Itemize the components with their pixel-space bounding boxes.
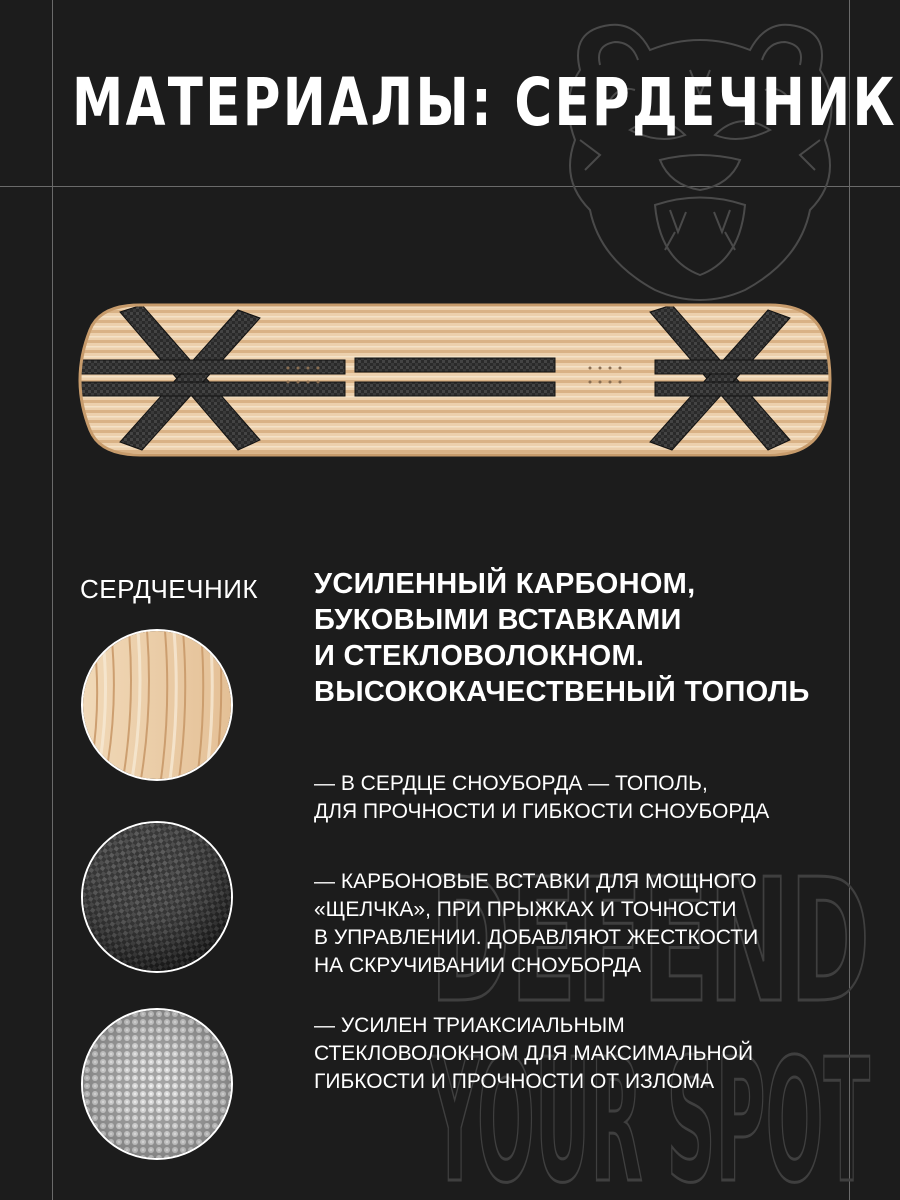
fiberglass-description [314,1012,874,1096]
section-label: СЕРДЧЕЧНИК [80,574,259,604]
snowboard-image [70,300,840,460]
carbon-description [314,868,874,980]
headline [314,566,874,710]
fiberglass-swatch [81,1008,233,1160]
carbon-swatch [81,821,233,973]
description-line: СТЕКЛОВОЛОКНОМ ДЛЯ МАКСИМАЛЬНОЙ [314,1042,754,1065]
svg-text:YOUR SPOT: YOUR SPOT [429,1023,871,1200]
description-line: НА СКРУЧИВАНИИ СНОУБОРДА [314,954,642,977]
poplar-swatch [81,629,233,781]
poplar-description [314,770,874,826]
page-title: МАТЕРИАЛЫ: СЕРДЕЧНИК [72,64,897,141]
headline-line: УСИЛЕННЫЙ КАРБОНОМ, [314,568,696,600]
description-line: ГИБКОСТИ И ПРОЧНОСТИ ОТ ИЗЛОМА [314,1070,715,1093]
bear-head-icon [540,10,860,310]
svg-text:DEFEND: DEFEND [430,843,870,1041]
description-line: — В СЕРДЦЕ СНОУБОРДА — ТОПОЛЬ, [314,772,708,795]
headline-line: И СТЕКЛОВОЛОКНОМ. [314,640,645,672]
description-line: В УПРАВЛЕНИИ. ДОБАВЛЯЮТ ЖЕСТКОСТИ [314,926,759,949]
description-line: ДЛЯ ПРОЧНОСТИ И ГИБКОСТИ СНОУБОРДА [314,800,770,823]
headline-line: ВЫСОКОКАЧЕСТВЕНЫЙ ТОПОЛЬ [314,676,810,708]
guide-line-left [52,0,53,1200]
headline-line: БУКОВЫМИ ВСТАВКАМИ [314,604,682,636]
description-line: «ЩЕЛЧКА», ПРИ ПРЫЖКАХ И ТОЧНОСТИ [314,898,737,921]
description-line: — КАРБОНОВЫЕ ВСТАВКИ ДЛЯ МОЩНОГО [314,870,757,893]
description-line: — УСИЛЕН ТРИАКСИАЛЬНЫМ [314,1014,625,1037]
